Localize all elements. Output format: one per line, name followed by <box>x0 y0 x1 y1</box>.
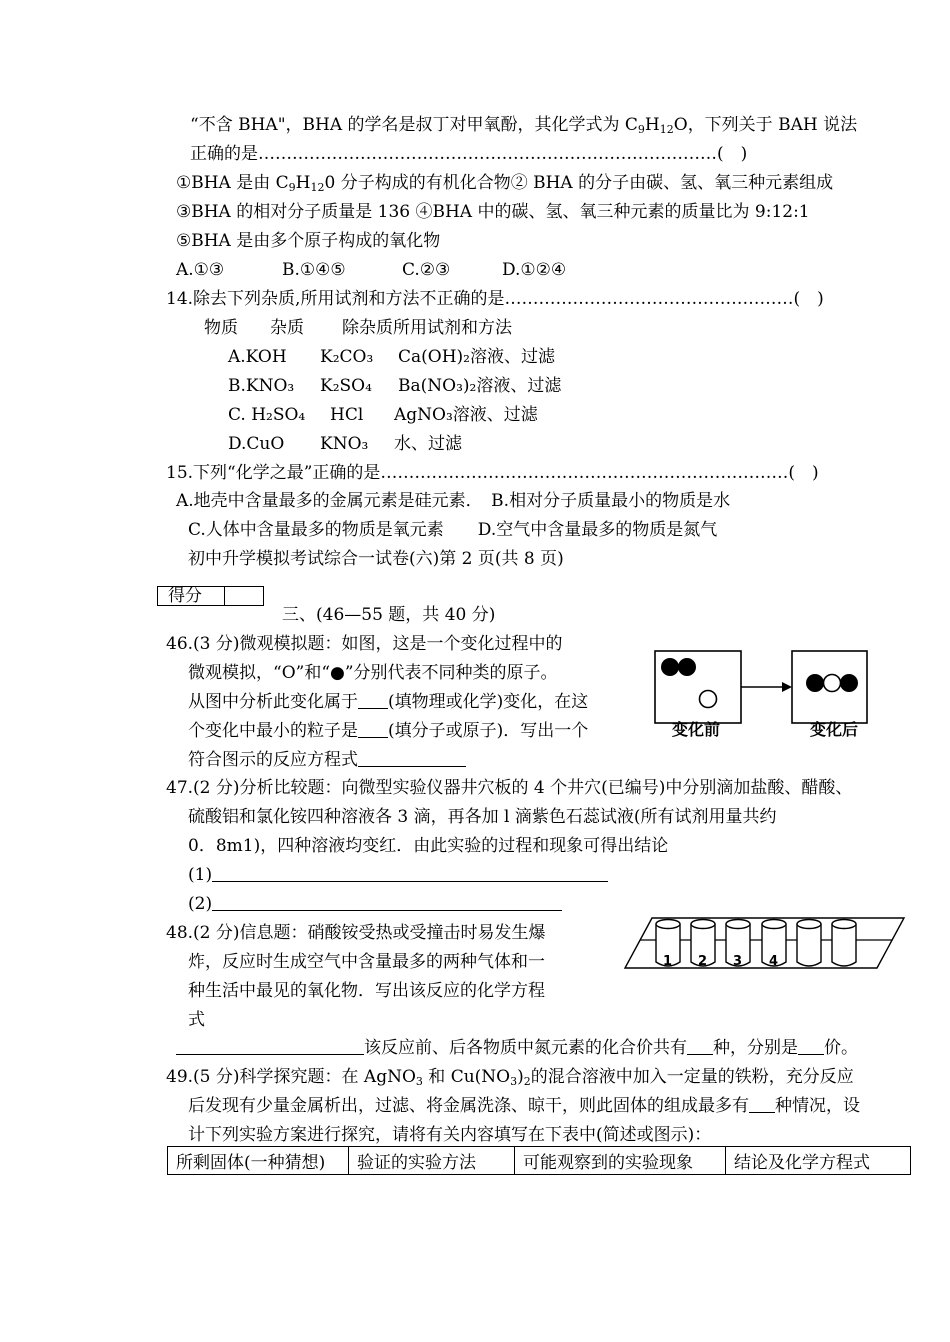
q46-line2: 微观模拟，“O”和“●”分别代表不同种类的原子。 <box>188 663 558 683</box>
q13-choice-d: D.①②④ <box>502 260 567 280</box>
wells-group <box>656 920 856 970</box>
q46-line3: 从图中分析此变化属于 (填物理或化学)变化，在这 <box>188 692 589 712</box>
q13-option-5: ⑤BHA 是由多个原子构成的氧化物 <box>176 231 441 251</box>
q47-answer-2: (2) <box>188 893 562 915</box>
filled-atom-icon <box>678 658 696 676</box>
label-after: 变化后 <box>810 720 859 739</box>
q15-stem: 15.下列“化学之最”正确的是………………………………………………………………( ) <box>166 463 819 483</box>
well-rim <box>726 920 750 929</box>
well-number-label: 4 <box>769 954 779 969</box>
q47-line2: 硫酸铝和氯化铵四种溶液各 3 滴，再各加 l 滴紫色石蕊试液(所有试剂用量共约 <box>188 807 777 827</box>
q48-well-plate-diagram <box>622 910 912 982</box>
well-rim <box>797 920 821 929</box>
q46-line5: 符合图示的反应方程式 <box>188 749 466 771</box>
q47-blank-1[interactable] <box>212 865 608 882</box>
score-divider <box>224 587 225 605</box>
q48-blank-valences[interactable] <box>798 1038 824 1055</box>
well-rim <box>656 920 680 929</box>
well-number-label: 2 <box>698 954 708 969</box>
q14-row-d-substance: D.CuO <box>228 434 285 454</box>
q47-line3: 0．8m1)，四种溶液均变红．由此实验的过程和现象可得出结论 <box>188 836 669 856</box>
q14-header-method: 除杂质所用试剂和方法 <box>342 318 512 338</box>
well-number-label: 1 <box>663 954 673 969</box>
q13-option-3-4: ③BHA 的相对分子质量是 136 ④BHA 中的碳、氢、氧三种元素的质量比为 9:12:1 <box>176 202 810 222</box>
q49-line2: 后发现有少量金属析出，过滤、将金属洗涤、晾干，则此固体的组成最多有 种情况，设 <box>188 1096 860 1116</box>
q14-header-impurity: 杂质 <box>270 318 304 338</box>
q46-line4: 个变化中最小的粒子是 (填分子或原子)．写出一个 <box>188 721 589 741</box>
q49-line3: 计下列实验方案进行探究，请将有关内容填写在下表中(简述或图示)： <box>188 1125 712 1145</box>
filled-atom-icon <box>661 658 679 676</box>
q14-row-b-impurity: K₂SO₄ <box>320 376 372 396</box>
q14-row-b-substance: B.KNO₃ <box>228 376 295 396</box>
q13-choice-b: B.①④⑤ <box>282 260 346 280</box>
q48-line2: 炸，反应时生成空气中含量最多的两种气体和一 <box>188 952 545 972</box>
q14-row-c-method: AgNO₃溶液、过滤 <box>394 405 538 425</box>
q48-line1: 48.(2 分)信息题：硝酸铵受热或受撞击时易发生爆 <box>166 923 546 943</box>
q46-line1: 46.(3 分)微观模拟题：如图，这是一个变化过程中的 <box>166 634 563 654</box>
q13-choice-c: C.②③ <box>402 260 451 280</box>
q14-row-d-method: 水、过滤 <box>394 434 462 454</box>
q49-blank-cases[interactable] <box>749 1096 775 1113</box>
q49-col-method: 验证的实验方法 <box>349 1147 515 1175</box>
score-label: 得分 <box>168 586 202 606</box>
q14-row-d-impurity: KNO₃ <box>320 434 369 454</box>
q47-answer-1: (1) <box>188 864 608 886</box>
q13-choice-a: A.①③ <box>176 260 225 280</box>
q48-line4: 式 <box>188 1010 205 1030</box>
well-tube <box>797 924 821 966</box>
q49-line1: 49.(5 分)科学探究题：在 AgNO$_3$ 和 $Cu(NO_3)_2$的混合溶液中加入一定量的铁粉，充分反应 <box>166 1067 854 1088</box>
q14-row-c-impurity: HCl <box>330 405 364 425</box>
q13-line2: 正确的是………………………………………………………………………( ) <box>190 144 748 164</box>
q14-row-a-impurity: K₂CO₃ <box>320 347 374 367</box>
q14-row-b-method: Ba(NO₃)₂溶液、过滤 <box>398 376 562 396</box>
q13-line1: “不含 BHA"，BHA 的学名是叔丁对甲氧酚，其化学式为 $C_9H_{12}O$，下列关于 BAH 说法 <box>190 115 858 136</box>
hollow-atom-icon <box>824 675 841 692</box>
q49-col-phenomenon: 可能观察到的实验现象 <box>515 1147 726 1175</box>
q47-line1: 47.(2 分)分析比较题：向微型实验仪器井穴板的 4 个井穴(已编号)中分别滴加盐酸、醋酸、 <box>166 778 853 798</box>
q14-header-substance: 物质 <box>204 318 238 338</box>
q14-stem: 14.除去下列杂质,所用试剂和方法不正确的是……………………………………………( ) <box>166 289 824 309</box>
well-rim <box>832 920 856 929</box>
q46-micro-diagram <box>650 645 870 745</box>
q48-blank-equation[interactable] <box>176 1038 364 1055</box>
q49-col-conclusion: 结论及化学方程式 <box>726 1147 911 1175</box>
score-box <box>157 586 264 606</box>
hollow-atom-icon <box>700 691 717 708</box>
well-rim <box>691 920 715 929</box>
q46-blank-equation[interactable] <box>358 750 466 767</box>
q48-line3: 种生活中最见的氧化物．写出该反应的化学方程 <box>188 981 545 1001</box>
q13-option-1-2: ①BHA 是由 $C_9H_{12}0$ 分子构成的有机化合物② BHA 的分子由碳、氢、氧三种元素组成 <box>176 173 834 194</box>
q49-table-header-row <box>168 1147 911 1175</box>
label-before: 变化前 <box>672 720 721 739</box>
page-footer: 初中升学模拟考试综合一试卷(六)第 2 页(共 8 页) <box>188 549 564 569</box>
q46-blank-smallest-particle[interactable] <box>358 721 388 738</box>
filled-atom-icon <box>806 674 824 692</box>
q15-options-cd: C.人体中含量最多的物质是氧元素 D.空气中含量最多的物质是氮气 <box>188 520 718 540</box>
q47-blank-2[interactable] <box>212 894 562 911</box>
q48-line5: 该反应前、后各物质中氮元素的化合价共有 种，分别是 价。 <box>176 1037 858 1059</box>
well-tube <box>832 924 856 966</box>
q48-blank-count[interactable] <box>687 1038 713 1055</box>
well-number-label: 3 <box>733 954 743 969</box>
well-rim <box>762 920 786 929</box>
q49-table <box>167 1146 911 1175</box>
q14-row-a-substance: A.KOH <box>228 347 287 367</box>
filled-atom-icon <box>840 674 858 692</box>
section-title: 三、(46—55 题，共 40 分) <box>282 605 496 625</box>
q46-blank-change-type[interactable] <box>358 692 388 709</box>
q14-row-a-method: Ca(OH)₂溶液、过滤 <box>398 347 555 367</box>
q15-options-ab: A.地壳中含量最多的金属元素是硅元素． B.相对分子质量最小的物质是水 <box>176 491 731 511</box>
q49-col-guess: 所剩固体(一种猜想) <box>168 1147 349 1175</box>
q14-row-c-substance: C. H₂SO₄ <box>228 405 306 425</box>
arrow-head-icon <box>782 682 792 692</box>
